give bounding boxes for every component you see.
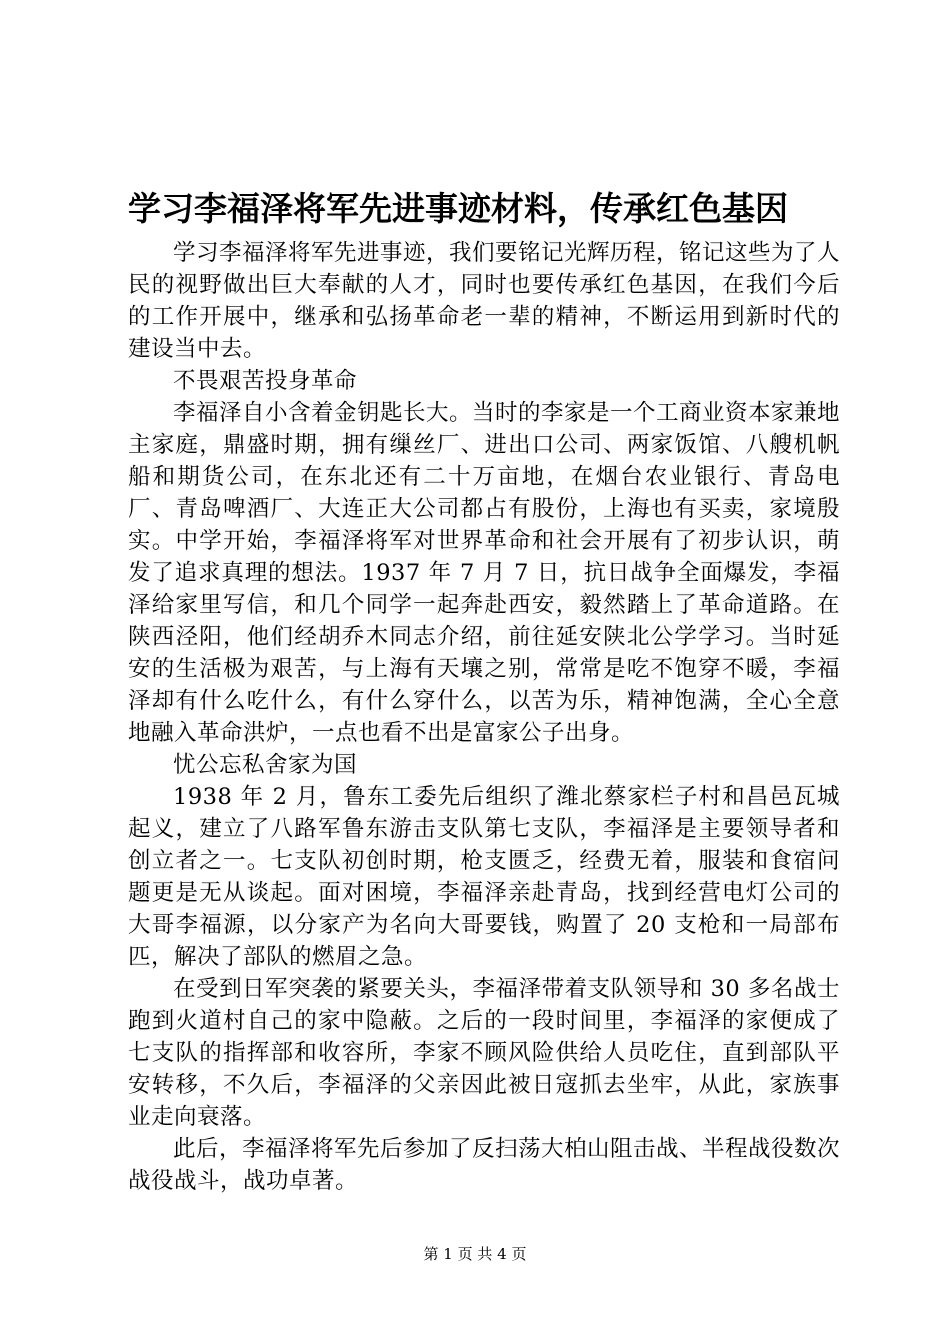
section-heading-2: 忧公忘私舍家为国 [173,752,358,778]
document-body [128,237,840,1197]
section2-paragraph-2: 在受到日军突袭的紧要关头，李福泽带着支队领导和 30 多名战士跑到火道村自己的家中隐蔽。之后的一段时间里，李福泽的家便成了七支队的指挥部和收容所，李家不顾风险供给人员吃住，直到部队平安转移，不久后，李福泽的父亲因此被日寇抓去坐牢，从此，家族事业走向衰落。 [128,976,840,1130]
section-heading-1: 不畏艰苦投身革命 [173,368,358,394]
page-footer: 第 1 页 共 4 页 [423,1245,527,1263]
intro-paragraph: 学习李福泽将军先进事迹，我们要铭记光辉历程，铭记这些为了人民的视野做出巨大奉献的人才，同时也要传承红色基因，在我们今后的工作开展中，继承和弘扬革命老一辈的精神，不断运用到新时代的建设当中去。 [128,240,841,362]
section1-paragraph-1: 李福泽自小含着金钥匙长大。当时的李家是一个工商业资本家兼地主家庭，鼎盛时期，拥有缫丝厂、进出口公司、两家饭馆、八艘机帆船和期货公司，在东北还有二十万亩地，在烟台农业银行、青岛电厂、青岛啤酒厂、大连正大公司都占有股份，上海也有买卖，家境殷实。中学开始，李福泽将军对世界革命和社会开展有了初步认识，萌发了追求真理的想法。1937 年 7 月 7 日，抗日战争全面爆发，李福泽给家里写信，和几个同学一起奔赴西安，毅然踏上了革命道路。在陕西泾阳，他们经胡乔木同志介绍，前往延安陕北公学学习。当时延安的生活极为艰苦，与上海有天壤之别，常常是吃不饱穿不暖，李福泽却有什么吃什么，有什么穿什么，以苦为乐，精神饱满，全心全意地融入革命洪炉，一点也看不出是富家公子出身。 [128,400,841,746]
section2-paragraph-3: 此后，李福泽将军先后参加了反扫荡大柏山阻击战、半程战役数次战役战斗，战功卓著。 [128,1136,841,1194]
document-title: 学习李福泽将军先进事迹材料，传承红色基因 [128,189,788,228]
section2-paragraph-1: 1938 年 2 月，鲁东工委先后组织了潍北蔡家栏子村和昌邑瓦城起义，建立了八路军鲁东游击支队第七支队，李福泽是主要领导者和创立者之一。七支队初创时期，枪支匮乏，经费无着，服装和食宿问题更是无从谈起。面对困境，李福泽亲赴青岛，找到经营电灯公司的大哥李福源，以分家产为名向大哥要钱，购置了 20 支枪和一局部布匹，解决了部队的燃眉之急。 [128,784,840,970]
